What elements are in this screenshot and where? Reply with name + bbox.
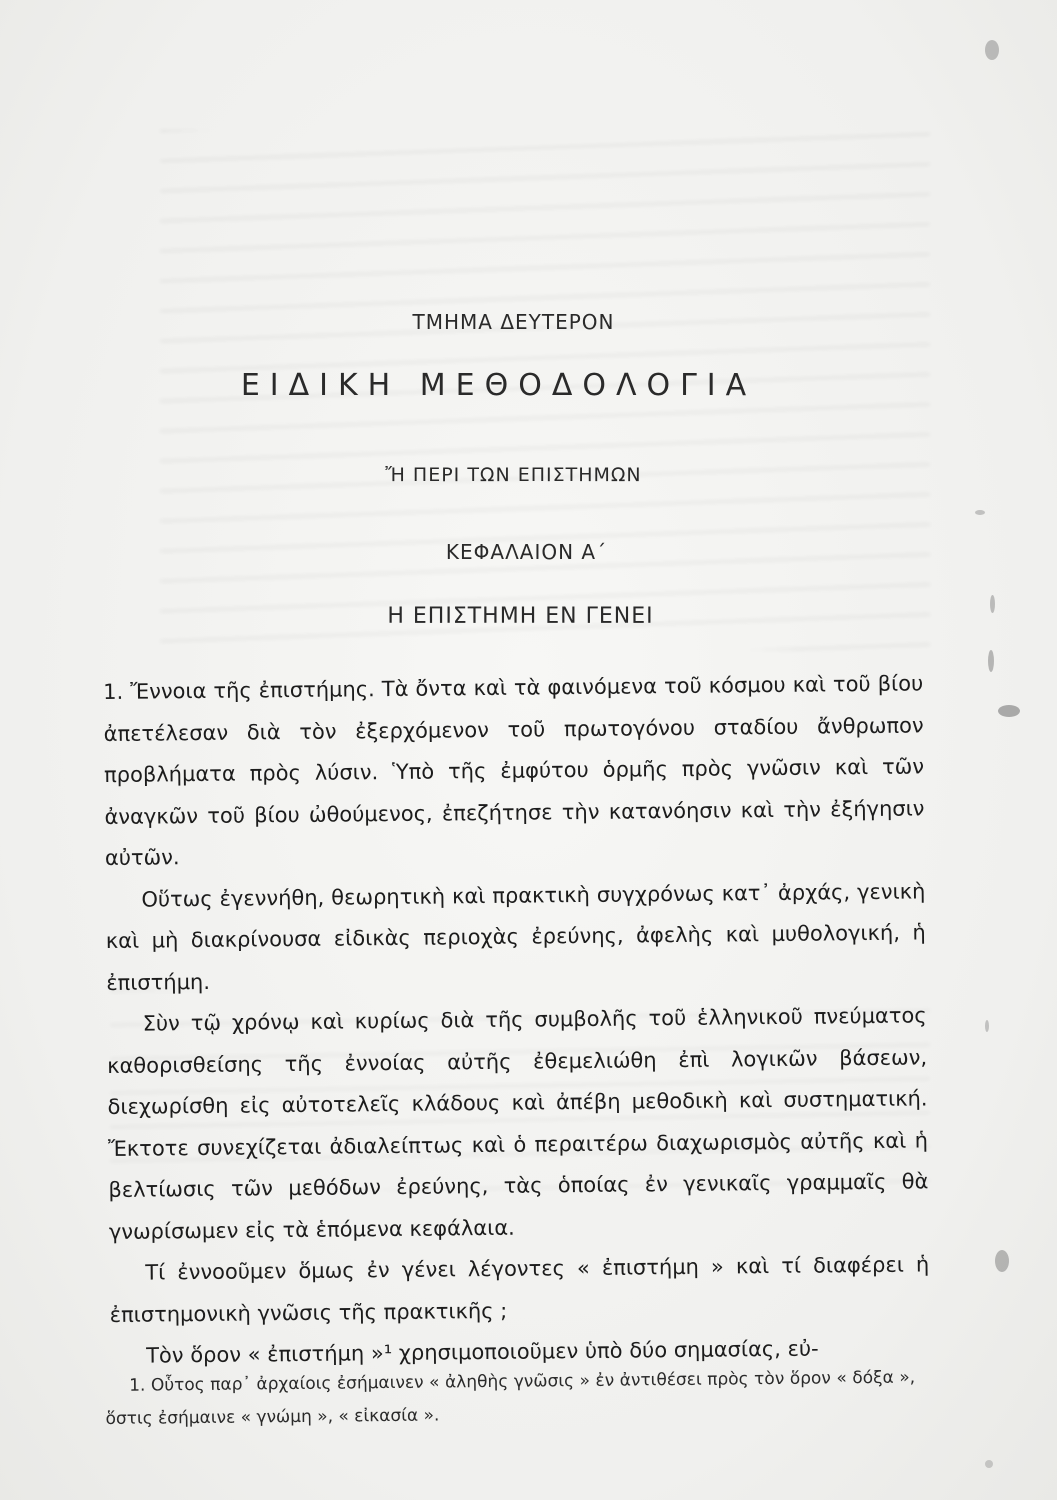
paragraph-number: 1. <box>103 679 124 704</box>
paragraph-2: Οὕτως ἐγεννήθη, θεωρητικὴ καὶ πρακτικὴ συγχρόνως κατ᾽ ἀρχάς, γενικὴ καὶ μὴ διακρίνουσα εἰδικὰς περιοχὰς ἐρεύνης, ἀφελὴς καὶ μυθολογική, ἡ ἐπιστήμη. <box>105 878 926 995</box>
section-heading: ΤΜΗΜΑ ΔΕΥΤΕΡΟΝ <box>412 310 615 334</box>
body-text <box>103 663 930 1377</box>
paragraph-4: Τί ἐννοοῦμεν ὅμως ἐν γένει λέγοντες « ἐπιστήμη » καὶ τί διαφέρει ἡ ἐπιστημονικὴ γνῶσις τῆς πρακτικῆς ; <box>109 1252 930 1327</box>
paragraph-1-text: Τὰ ὄντα καὶ τὰ φαινόμενα τοῦ κόσμου καὶ τοῦ βίου ἀπετέλεσαν διὰ τὸν ἐξερχόμενον τοῦ πρωτογόνου σταδίου ἄνθρωπον προβλήματα πρὸς λύσιν. Ὑπὸ τῆς ἐμφύτου ὁρμῆς πρὸς γνῶσιν καὶ τῶν ἀναγκῶν τοῦ βίου ὠθούμενος, ἐπεζήτησε τὴν κατανόησιν καὶ τὴν ἐξήγησιν αὐτῶν. <box>103 671 925 870</box>
scan-speck <box>975 510 985 515</box>
part-subtitle: Ἤ ΠΕΡΙ ΤΩΝ ΕΠΙΣΤΗΜΩΝ <box>385 464 642 486</box>
scan-speck <box>985 1460 993 1468</box>
chapter-title: Η ΕΠΙΣΤΗΜΗ ΕΝ ΓΕΝΕΙ <box>387 604 654 629</box>
part-title: ΕΙΔΙΚΗ ΜΕΘΟΔΟΛΟΓΙΑ <box>240 368 757 403</box>
paragraph-5: Τὸν ὅρον « ἐπιστήμη »¹ χρησιμοποιοῦμεν ὑπὸ δύο σημασίας, εὐ- <box>146 1336 819 1368</box>
paragraph-3: Σὺν τῷ χρόνῳ καὶ κυρίως διὰ τῆς συμβολῆς τοῦ ἑλληνικοῦ πνεύματος καθορισθείσης τῆς ἐννοίας αὐτῆς ἐθεμελιώθη ἐπὶ λογικῶν βάσεων, διεχωρίσθη εἰς αὐτοτελεῖς κλάδους καὶ ἀπέβη μεθοδικὴ καὶ συστηματική. Ἔκτοτε συνεχίζεται ἀδιαλείπτως καὶ ὁ περαιτέρω διαχωρισμὸς αὐτῆς καὶ ἡ βελτίωσις τῶν μεθόδων ἐρεύνης, τὰς ὁποίας ἐν γενικαῖς γραμμαῖς θὰ γνωρίσωμεν εἰς τὰ ἑπόμενα κεφάλαια. <box>106 1003 929 1244</box>
paragraph-heading: Ἔννοια τῆς ἐπιστήμης. <box>130 677 375 704</box>
scan-speck <box>995 1250 1009 1272</box>
scan-speck <box>985 40 999 60</box>
paragraph-1 <box>103 663 925 879</box>
chapter-number: ΚΕΦΑΛΑΙΟΝ Α΄ <box>445 540 608 564</box>
footnote: 1. Οὗτος παρ᾽ ἀρχαίοις ἐσήμαινεν « ἀληθὴς γνῶσις » ἐν ἀντιθέσει πρὸς τὸν ὅρον « δόξα », ὅστις ἐσήμαινε « γνώμη », « εἰκασία ». <box>105 1367 916 1429</box>
scan-speck <box>988 650 994 672</box>
scan-speck <box>985 1020 989 1032</box>
scan-speck <box>998 705 1020 717</box>
scan-speck <box>990 595 995 613</box>
